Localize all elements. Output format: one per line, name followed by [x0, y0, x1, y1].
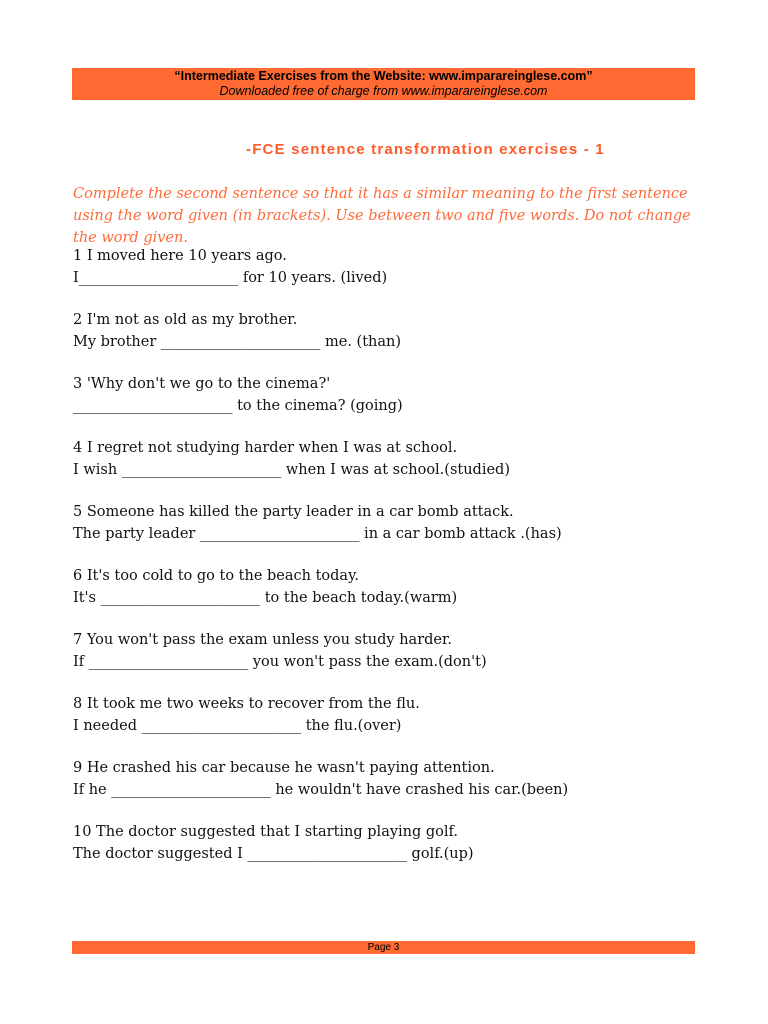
exercise-transformation: If ______________________ you won't pass the exam.(don't) [73, 654, 487, 670]
exercise-item [73, 693, 713, 757]
exercise-transformation: I wish ______________________ when I was at school.(studied) [73, 462, 510, 478]
exercise-item [73, 373, 713, 437]
exercise-item [73, 629, 713, 693]
exercise-transformation: It's ______________________ to the beach today.(warm) [73, 590, 458, 606]
exercise-list [73, 245, 713, 885]
exercise-sentence: 3 'Why don't we go to the cinema?' [73, 376, 331, 392]
exercise-sentence: 4 I regret not studying harder when I was at school. [73, 440, 458, 456]
header-line-1: “Intermediate Exercises from the Website: www.imparareinglese.com” [174, 69, 593, 83]
exercise-item [73, 565, 713, 629]
exercise-transformation: The doctor suggested I ______________________ golf.(up) [73, 846, 474, 862]
exercise-sentence: 9 He crashed his car because he wasn't paying attention. [73, 760, 495, 776]
exercise-transformation: My brother ______________________ me. (than) [73, 334, 401, 350]
exercise-transformation: I______________________ for 10 years. (lived) [73, 270, 388, 286]
exercise-item [73, 821, 713, 885]
exercise-sentence: 8 It took me two weeks to recover from the flu. [73, 696, 420, 712]
instructions-text: Complete the second sentence so that it has a similar meaning to the first sentence using the word given (in brackets). Use between two and five words. Do not change the word given. [73, 186, 691, 246]
exercise-sentence: 2 I'm not as old as my brother. [73, 312, 298, 328]
exercise-sentence: 5 Someone has killed the party leader in a car bomb attack. [73, 504, 514, 520]
exercise-sentence: 1 I moved here 10 years ago. [73, 248, 287, 264]
exercise-item [73, 309, 713, 373]
page-number: Page 3 [367, 942, 400, 953]
exercise-sentence: 6 It's too cold to go to the beach today. [73, 568, 359, 584]
exercise-item [73, 501, 713, 565]
exercise-item [73, 245, 713, 309]
exercise-item [73, 437, 713, 501]
footer-banner [72, 941, 695, 954]
header-line-2: Downloaded free of charge from www.imparareinglese.com [219, 84, 548, 98]
page-title: -FCE sentence transformation exercises - 1 [246, 141, 605, 158]
exercise-transformation: I needed ______________________ the flu.(over) [73, 718, 402, 734]
exercise-sentence: 7 You won't pass the exam unless you study harder. [73, 632, 452, 648]
exercise-sentence: 10 The doctor suggested that I starting playing golf. [73, 824, 459, 840]
header-banner [72, 68, 695, 100]
exercise-item [73, 757, 713, 821]
exercise-transformation: If he ______________________ he wouldn't have crashed his car.(been) [73, 782, 569, 798]
exercise-transformation: ______________________ to the cinema? (going) [73, 398, 403, 414]
exercise-transformation: The party leader ______________________ in a car bomb attack .(has) [73, 526, 562, 542]
